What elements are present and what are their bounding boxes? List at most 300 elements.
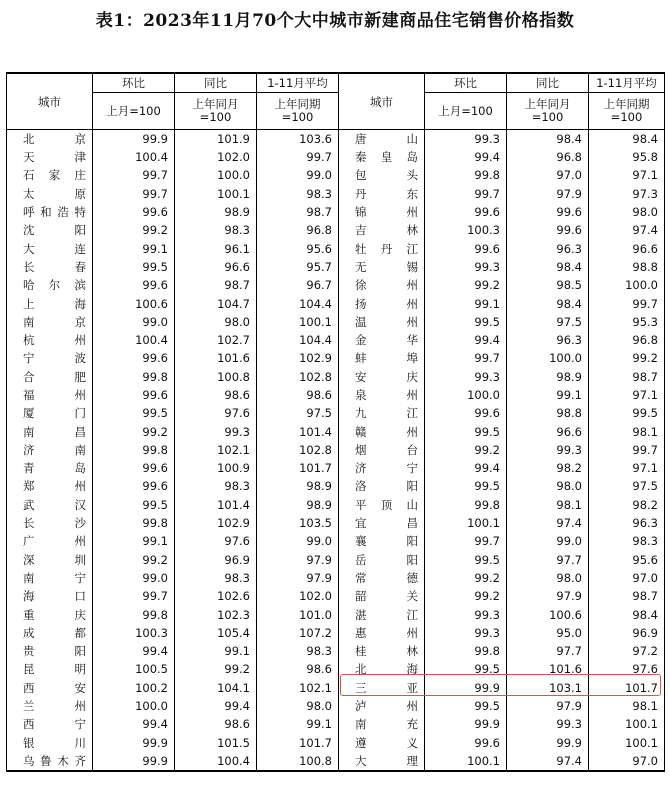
yoy-header-right: 同比: [507, 73, 589, 93]
right-city-cell: 泉州: [339, 386, 425, 404]
right-yoy-cell: 96.3: [507, 331, 589, 349]
right-city-cell: 洛阳: [339, 477, 425, 495]
table-row: [7, 313, 665, 331]
table-row: [7, 642, 665, 660]
right-mom-cell: 99.3: [425, 624, 507, 642]
left-avg-cell: 102.8: [257, 441, 339, 459]
table-row: [7, 148, 665, 166]
table-row: [7, 221, 665, 239]
left-city-cell: 乌鲁木齐: [7, 752, 93, 771]
left-mom-cell: 99.7: [93, 587, 175, 605]
left-avg-cell: 96.8: [257, 221, 339, 239]
right-yoy-cell: 98.0: [507, 477, 589, 495]
left-mom-cell: 99.6: [93, 477, 175, 495]
left-yoy-cell: 102.1: [175, 441, 257, 459]
left-mom-cell: 100.5: [93, 660, 175, 678]
left-city-cell: 杭州: [7, 331, 93, 349]
left-avg-cell: 95.7: [257, 258, 339, 276]
left-yoy-cell: 96.6: [175, 258, 257, 276]
left-yoy-cell: 102.3: [175, 605, 257, 623]
left-mom-cell: 99.4: [93, 715, 175, 733]
left-city-cell: 济南: [7, 441, 93, 459]
table-header: [7, 73, 665, 130]
left-mom-cell: 100.2: [93, 679, 175, 697]
left-mom-cell: 99.9: [93, 734, 175, 752]
left-yoy-cell: 96.1: [175, 239, 257, 257]
table-row: [7, 514, 665, 532]
left-city-cell: 长春: [7, 258, 93, 276]
right-avg-cell: 101.7: [589, 679, 665, 697]
right-city-cell: 赣州: [339, 422, 425, 440]
table-row: [7, 477, 665, 495]
table-row: [7, 185, 665, 203]
table-row: [7, 551, 665, 569]
left-city-cell: 福州: [7, 386, 93, 404]
left-avg-cell: 103.6: [257, 130, 339, 149]
left-yoy-cell: 100.9: [175, 459, 257, 477]
right-yoy-cell: 98.8: [507, 404, 589, 422]
table-row: [7, 715, 665, 733]
left-city-cell: 昆明: [7, 660, 93, 678]
table-row: [7, 459, 665, 477]
left-avg-cell: 102.0: [257, 587, 339, 605]
right-city-cell: 牡丹江: [339, 239, 425, 257]
left-mom-cell: 99.6: [93, 203, 175, 221]
right-yoy-cell: 98.1: [507, 496, 589, 514]
right-yoy-cell: 96.3: [507, 239, 589, 257]
right-city-cell: 九江: [339, 404, 425, 422]
yoy-header-left: 同比: [175, 73, 257, 93]
right-yoy-cell: 97.7: [507, 642, 589, 660]
left-city-cell: 青岛: [7, 459, 93, 477]
table-row: [7, 441, 665, 459]
left-mom-cell: 99.8: [93, 605, 175, 623]
right-mom-cell: 99.2: [425, 569, 507, 587]
left-mom-cell: 99.6: [93, 459, 175, 477]
right-city-cell: 无锡: [339, 258, 425, 276]
right-mom-cell: 99.2: [425, 276, 507, 294]
left-avg-cell: 101.4: [257, 422, 339, 440]
right-yoy-cell: 97.5: [507, 313, 589, 331]
right-yoy-cell: 97.4: [507, 514, 589, 532]
right-city-cell: 惠州: [339, 624, 425, 642]
right-city-cell: 遵义: [339, 734, 425, 752]
left-city-cell: 长沙: [7, 514, 93, 532]
right-city-cell: 丹东: [339, 185, 425, 203]
table-row: [7, 587, 665, 605]
left-mom-cell: 99.8: [93, 514, 175, 532]
right-avg-cell: 97.3: [589, 185, 665, 203]
left-avg-cell: 96.7: [257, 276, 339, 294]
table-row: [7, 532, 665, 550]
left-mom-cell: 99.0: [93, 569, 175, 587]
right-city-cell: 常德: [339, 569, 425, 587]
right-avg-cell: 98.8: [589, 258, 665, 276]
right-mom-cell: 99.6: [425, 239, 507, 257]
city-header-left: 城市: [7, 73, 93, 130]
left-mom-cell: 100.0: [93, 697, 175, 715]
left-avg-cell: 101.0: [257, 605, 339, 623]
left-mom-cell: 99.8: [93, 368, 175, 386]
left-city-cell: 大连: [7, 239, 93, 257]
right-city-cell: 安庆: [339, 368, 425, 386]
left-yoy-cell: 105.4: [175, 624, 257, 642]
right-avg-cell: 95.8: [589, 148, 665, 166]
left-yoy-cell: 96.9: [175, 551, 257, 569]
right-mom-cell: 99.5: [425, 660, 507, 678]
left-avg-cell: 103.5: [257, 514, 339, 532]
left-yoy-cell: 101.6: [175, 349, 257, 367]
left-yoy-cell: 98.6: [175, 715, 257, 733]
right-mom-cell: 100.3: [425, 221, 507, 239]
right-yoy-cell: 99.0: [507, 532, 589, 550]
table-row: [7, 331, 665, 349]
right-mom-cell: 99.4: [425, 148, 507, 166]
left-mom-cell: 99.1: [93, 239, 175, 257]
left-yoy-cell: 101.9: [175, 130, 257, 149]
right-avg-cell: 98.3: [589, 532, 665, 550]
left-city-cell: 武汉: [7, 496, 93, 514]
left-yoy-cell: 100.4: [175, 752, 257, 771]
right-yoy-cell: 97.9: [507, 185, 589, 203]
right-mom-cell: 99.9: [425, 679, 507, 697]
right-avg-cell: 98.7: [589, 587, 665, 605]
right-city-cell: 扬州: [339, 294, 425, 312]
table-row: [7, 130, 665, 149]
left-yoy-cell: 102.0: [175, 148, 257, 166]
left-yoy-cell: 99.4: [175, 697, 257, 715]
left-city-cell: 宁波: [7, 349, 93, 367]
left-city-cell: 西安: [7, 679, 93, 697]
left-city-cell: 郑州: [7, 477, 93, 495]
table-row: [7, 258, 665, 276]
right-mom-cell: 100.0: [425, 386, 507, 404]
left-mom-cell: 99.0: [93, 313, 175, 331]
right-mom-cell: 99.7: [425, 532, 507, 550]
left-avg-cell: 107.2: [257, 624, 339, 642]
left-city-cell: 成都: [7, 624, 93, 642]
left-city-cell: 南京: [7, 313, 93, 331]
right-city-cell: 桂林: [339, 642, 425, 660]
table-row: [7, 605, 665, 623]
right-city-cell: 济宁: [339, 459, 425, 477]
right-avg-cell: 100.1: [589, 715, 665, 733]
right-mom-cell: 99.6: [425, 734, 507, 752]
table-row: [7, 404, 665, 422]
right-city-cell: 唐山: [339, 130, 425, 149]
right-mom-cell: 99.3: [425, 368, 507, 386]
table-row: [7, 624, 665, 642]
right-mom-cell: 99.3: [425, 605, 507, 623]
left-city-cell: 贵阳: [7, 642, 93, 660]
table-row: [7, 569, 665, 587]
left-avg-cell: 101.7: [257, 734, 339, 752]
left-avg-cell: 99.0: [257, 532, 339, 550]
right-city-cell: 南充: [339, 715, 425, 733]
left-avg-cell: 99.0: [257, 166, 339, 184]
right-mom-cell: 99.6: [425, 203, 507, 221]
right-avg-cell: 96.3: [589, 514, 665, 532]
right-yoy-cell: 98.0: [507, 569, 589, 587]
right-mom-cell: 99.3: [425, 258, 507, 276]
left-avg-cell: 98.6: [257, 660, 339, 678]
avg-header-left: 1-11月平均: [257, 73, 339, 93]
table-body: [7, 130, 665, 771]
left-avg-cell: 102.8: [257, 368, 339, 386]
left-avg-cell: 97.9: [257, 569, 339, 587]
left-yoy-cell: 104.7: [175, 294, 257, 312]
right-avg-cell: 98.7: [589, 368, 665, 386]
right-mom-cell: 99.7: [425, 349, 507, 367]
left-avg-cell: 98.6: [257, 386, 339, 404]
right-mom-cell: 99.6: [425, 404, 507, 422]
left-mom-cell: 100.6: [93, 294, 175, 312]
right-mom-cell: 99.8: [425, 166, 507, 184]
right-yoy-cell: 97.0: [507, 166, 589, 184]
right-avg-cell: 99.7: [589, 441, 665, 459]
left-mom-cell: 99.7: [93, 185, 175, 203]
mom-base-right: 上月=100: [425, 93, 507, 130]
right-yoy-cell: 96.8: [507, 148, 589, 166]
left-yoy-cell: 100.1: [175, 185, 257, 203]
right-yoy-cell: 95.0: [507, 624, 589, 642]
left-city-cell: 深圳: [7, 551, 93, 569]
right-city-cell: 烟台: [339, 441, 425, 459]
table-row: [7, 752, 665, 771]
left-yoy-cell: 99.2: [175, 660, 257, 678]
right-yoy-cell: 99.1: [507, 386, 589, 404]
avg-header-right: 1-11月平均: [589, 73, 665, 93]
left-avg-cell: 98.3: [257, 185, 339, 203]
right-city-cell: 金华: [339, 331, 425, 349]
left-city-cell: 北京: [7, 130, 93, 149]
right-city-cell: 平顶山: [339, 496, 425, 514]
right-mom-cell: 99.1: [425, 294, 507, 312]
right-city-cell: 岳阳: [339, 551, 425, 569]
right-yoy-cell: 98.4: [507, 258, 589, 276]
right-yoy-cell: 103.1: [507, 679, 589, 697]
left-city-cell: 呼和浩特: [7, 203, 93, 221]
right-city-cell: 蚌埠: [339, 349, 425, 367]
right-yoy-cell: 99.9: [507, 734, 589, 752]
left-yoy-cell: 100.0: [175, 166, 257, 184]
right-mom-cell: 99.2: [425, 441, 507, 459]
right-avg-cell: 99.7: [589, 294, 665, 312]
right-mom-cell: 99.5: [425, 422, 507, 440]
left-yoy-cell: 102.9: [175, 514, 257, 532]
table-row: [7, 166, 665, 184]
city-header-right: 城市: [339, 73, 425, 130]
left-city-cell: 合肥: [7, 368, 93, 386]
left-avg-cell: 98.7: [257, 203, 339, 221]
right-avg-cell: 98.1: [589, 697, 665, 715]
left-mom-cell: 99.6: [93, 386, 175, 404]
right-yoy-cell: 97.9: [507, 587, 589, 605]
left-yoy-cell: 99.1: [175, 642, 257, 660]
left-yoy-cell: 99.3: [175, 422, 257, 440]
right-avg-cell: 98.1: [589, 422, 665, 440]
left-yoy-cell: 98.3: [175, 221, 257, 239]
mom-base-left: 上月=100: [93, 93, 175, 130]
right-city-cell: 韶关: [339, 587, 425, 605]
left-mom-cell: 99.2: [93, 221, 175, 239]
avg-base-right: 上年同期 =100: [589, 93, 665, 130]
left-avg-cell: 97.9: [257, 551, 339, 569]
right-avg-cell: 98.2: [589, 496, 665, 514]
right-yoy-cell: 99.6: [507, 221, 589, 239]
right-avg-cell: 98.4: [589, 130, 665, 149]
table-row: [7, 276, 665, 294]
left-city-cell: 太原: [7, 185, 93, 203]
left-avg-cell: 102.1: [257, 679, 339, 697]
right-city-cell: 泸州: [339, 697, 425, 715]
left-avg-cell: 98.3: [257, 642, 339, 660]
yoy-base-left: 上年同月 =100: [175, 93, 257, 130]
left-yoy-cell: 97.6: [175, 404, 257, 422]
right-city-cell: 宜昌: [339, 514, 425, 532]
left-yoy-cell: 98.3: [175, 477, 257, 495]
right-city-cell: 秦皇岛: [339, 148, 425, 166]
left-mom-cell: 99.8: [93, 441, 175, 459]
right-yoy-cell: 98.5: [507, 276, 589, 294]
table-row: [7, 203, 665, 221]
left-avg-cell: 97.5: [257, 404, 339, 422]
left-city-cell: 重庆: [7, 605, 93, 623]
left-avg-cell: 100.8: [257, 752, 339, 771]
right-yoy-cell: 96.6: [507, 422, 589, 440]
right-mom-cell: 99.5: [425, 697, 507, 715]
right-avg-cell: 99.2: [589, 349, 665, 367]
right-yoy-cell: 98.4: [507, 294, 589, 312]
left-avg-cell: 101.7: [257, 459, 339, 477]
right-mom-cell: 99.2: [425, 587, 507, 605]
right-mom-cell: 100.1: [425, 514, 507, 532]
right-avg-cell: 98.4: [589, 605, 665, 623]
left-avg-cell: 100.1: [257, 313, 339, 331]
left-yoy-cell: 98.3: [175, 569, 257, 587]
left-city-cell: 广州: [7, 532, 93, 550]
table-row: [7, 239, 665, 257]
left-mom-cell: 99.9: [93, 752, 175, 771]
left-mom-cell: 100.4: [93, 331, 175, 349]
right-avg-cell: 97.2: [589, 642, 665, 660]
left-mom-cell: 100.4: [93, 148, 175, 166]
left-mom-cell: 99.5: [93, 496, 175, 514]
right-avg-cell: 97.1: [589, 459, 665, 477]
left-avg-cell: 99.1: [257, 715, 339, 733]
right-city-cell: 大理: [339, 752, 425, 771]
left-mom-cell: 99.2: [93, 422, 175, 440]
table-row: [7, 349, 665, 367]
right-avg-cell: 97.5: [589, 477, 665, 495]
right-city-cell: 湛江: [339, 605, 425, 623]
left-city-cell: 石家庄: [7, 166, 93, 184]
left-yoy-cell: 97.6: [175, 532, 257, 550]
right-avg-cell: 97.1: [589, 166, 665, 184]
left-city-cell: 西宁: [7, 715, 93, 733]
left-yoy-cell: 102.7: [175, 331, 257, 349]
yoy-base-right: 上年同月 =100: [507, 93, 589, 130]
right-avg-cell: 95.3: [589, 313, 665, 331]
right-avg-cell: 100.0: [589, 276, 665, 294]
right-city-cell: 北海: [339, 660, 425, 678]
table-row: [7, 496, 665, 514]
left-city-cell: 上海: [7, 294, 93, 312]
right-mom-cell: 99.4: [425, 459, 507, 477]
right-avg-cell: 97.6: [589, 660, 665, 678]
avg-base-left: 上年同期 =100: [257, 93, 339, 130]
left-avg-cell: 102.9: [257, 349, 339, 367]
left-mom-cell: 100.3: [93, 624, 175, 642]
left-avg-cell: 98.0: [257, 697, 339, 715]
left-mom-cell: 99.6: [93, 349, 175, 367]
left-avg-cell: 98.9: [257, 477, 339, 495]
left-mom-cell: 99.2: [93, 551, 175, 569]
right-mom-cell: 99.5: [425, 477, 507, 495]
left-yoy-cell: 101.4: [175, 496, 257, 514]
left-city-cell: 南昌: [7, 422, 93, 440]
right-mom-cell: 99.3: [425, 130, 507, 149]
left-city-cell: 厦门: [7, 404, 93, 422]
table-row: [7, 386, 665, 404]
left-yoy-cell: 101.5: [175, 734, 257, 752]
left-city-cell: 天津: [7, 148, 93, 166]
right-yoy-cell: 99.3: [507, 715, 589, 733]
page-title: 表1：2023年11月70个大中城市新建商品住宅销售价格指数: [95, 11, 575, 31]
table-row: [7, 697, 665, 715]
table-row: [7, 368, 665, 386]
right-yoy-cell: 97.9: [507, 697, 589, 715]
left-mom-cell: 99.9: [93, 130, 175, 149]
left-mom-cell: 99.6: [93, 276, 175, 294]
left-yoy-cell: 98.7: [175, 276, 257, 294]
right-avg-cell: 97.0: [589, 752, 665, 771]
table-row: [7, 422, 665, 440]
left-yoy-cell: 98.6: [175, 386, 257, 404]
right-yoy-cell: 100.0: [507, 349, 589, 367]
right-yoy-cell: 98.9: [507, 368, 589, 386]
left-mom-cell: 99.5: [93, 404, 175, 422]
right-city-cell: 包头: [339, 166, 425, 184]
right-mom-cell: 99.5: [425, 551, 507, 569]
right-yoy-cell: 100.6: [507, 605, 589, 623]
left-yoy-cell: 98.9: [175, 203, 257, 221]
right-yoy-cell: 99.3: [507, 441, 589, 459]
left-avg-cell: 99.7: [257, 148, 339, 166]
right-avg-cell: 100.1: [589, 734, 665, 752]
right-mom-cell: 99.7: [425, 185, 507, 203]
left-city-cell: 沈阳: [7, 221, 93, 239]
right-city-cell: 温州: [339, 313, 425, 331]
table-row: [7, 734, 665, 752]
right-city-cell: 锦州: [339, 203, 425, 221]
left-mom-cell: 99.5: [93, 258, 175, 276]
left-city-cell: 银川: [7, 734, 93, 752]
right-mom-cell: 99.8: [425, 496, 507, 514]
left-mom-cell: 99.7: [93, 166, 175, 184]
left-avg-cell: 98.9: [257, 496, 339, 514]
left-yoy-cell: 100.8: [175, 368, 257, 386]
left-yoy-cell: 104.1: [175, 679, 257, 697]
price-index-table: [6, 72, 665, 772]
left-city-cell: 海口: [7, 587, 93, 605]
left-yoy-cell: 98.0: [175, 313, 257, 331]
right-avg-cell: 96.9: [589, 624, 665, 642]
right-city-cell: 吉林: [339, 221, 425, 239]
right-mom-cell: 99.9: [425, 715, 507, 733]
left-mom-cell: 99.1: [93, 532, 175, 550]
right-avg-cell: 96.6: [589, 239, 665, 257]
